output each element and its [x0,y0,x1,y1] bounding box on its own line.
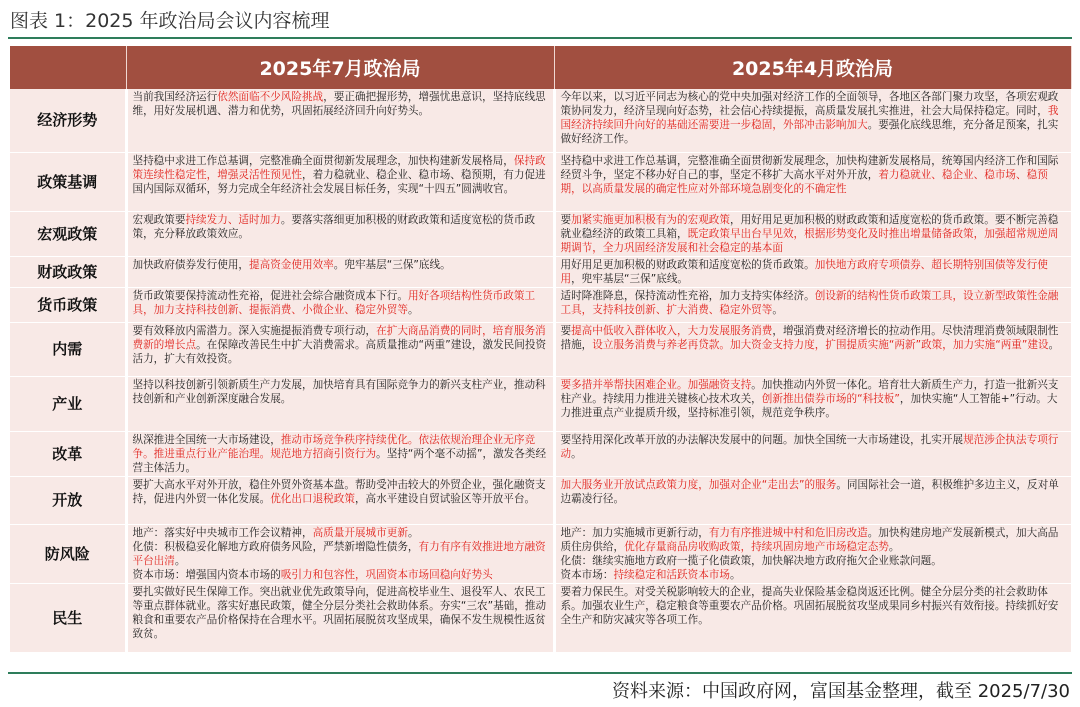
body-text: 资本市场： [560,568,614,581]
bottom-divider [8,672,1072,674]
highlighted-text: 既定政策早出台早见效，根据形势变化及时推出增量储备政策，加强超常规逆周期调节，全力巩固经济发展和社会稳定的基本面 [560,227,1059,254]
body-text: 地产：落实好中央城市工作会议精神， [132,526,313,539]
table-row [10,431,1071,476]
july-cell [126,376,554,431]
body-text: ，用好用足更加积极的财政政策和适度宽松的货币政策。要不断完善稳就业稳经济的政策工具箱， [560,213,1059,240]
body-text: ，加快实施“人工智能+”行动。大力推进重点产业提质升级，坚持标准引领，规范竞争秩序。 [560,392,1058,419]
highlighted-text: 持续稳定和活跃资本市场 [613,568,730,581]
april-cell [554,524,1071,583]
body-text: 适时降准降息，保持流动性充裕，加力支持实体经济。 [560,289,815,302]
july-cell [126,287,554,322]
row-label: 政策基调 [10,152,126,211]
body-text: 。 [1048,338,1060,351]
highlighted-text: 推动市场竞争秩序持续优化。依法依规治理企业无序竞争。推进重点行业产能治理。规范地方招商引资行为 [132,433,536,460]
body-text: 。 [174,554,186,567]
row-label: 经济形势 [10,89,126,152]
body-text: 。坚持“两个毫不动摇”，激发各类经营主体活力。 [132,447,547,474]
april-cell [554,376,1071,431]
row-label: 内需 [10,322,126,376]
body-text: 宏观政策要 [132,213,186,226]
row-label: 产业 [10,376,126,431]
comparison-table [10,46,1072,653]
highlighted-text: 要多措并举帮扶困难企业。加强融资支持 [560,378,752,391]
table-row [10,211,1071,256]
highlighted-text: 着力稳就业、稳企业、稳市场、稳预期，以高质量发展的确定性应对外部环境急剧变化的不确定性 [560,168,1048,195]
highlighted-text: 优化出口退税政策 [270,492,355,505]
april-cell [554,287,1071,322]
july-cell [126,431,554,476]
table-header-row [10,46,1071,89]
april-cell [554,89,1071,152]
table-row [10,583,1071,652]
body-text: 。加快构建房地产发展新模式，加大高品质住房供给， [560,526,1059,553]
highlighted-text: 加紧实施更加积极有为的宏观政策 [571,213,730,226]
july-cell [126,89,554,152]
body-text: ，要正确把握形势，增强忧患意识，坚持底线思维，用好发展机遇、潜力和优势，巩固拓展经济回升向好势头。 [132,91,546,117]
row-label: 开放 [10,476,126,524]
body-text: ，高水平建设自贸试验区等开放平台。 [354,492,536,505]
highlighted-text: 吸引力和包容性，巩固资本市场回稳向好势头 [280,568,493,581]
body-text: 。同国际社会一道，积极维护多边主义，反对单边霸凌行径。 [560,478,1059,505]
body-text: 。兜牢基层“三保”底线。 [333,258,451,271]
highlighted-text: 加大服务业开放试点政策力度，加强对企业“走出去”的服务 [560,478,837,491]
highlighted-text: 高质量开展城市更新 [312,526,408,539]
july-cell [126,524,554,583]
body-text: 资本市场：增强国内资本市场的 [132,568,281,581]
body-text: ，着力稳就业、稳企业、稳市场、稳预期，有力促进国内国际双循环，努力完成全年经济社会发展目标任务，实现“十四五”圆满收官。 [132,168,546,195]
july-cell [126,256,554,287]
highlighted-text: 优化存量商品房收购政策，持续巩固房地产市场稳定态势 [624,540,889,553]
highlighted-text: 创新推出债券市场的“科技板” [761,392,900,405]
body-text: 要 [560,324,572,337]
row-label: 改革 [10,431,126,476]
body-text: 加快政府债券发行使用， [132,258,250,271]
body-text: 当前我国经济运行 [132,91,218,103]
april-cell [554,583,1071,652]
title-divider [8,37,1072,39]
table-row [10,256,1071,287]
body-text: 化债：积极稳妥化解地方政府债务风险，严禁新增隐性债务， [132,540,419,553]
table-row [10,476,1071,524]
highlighted-text: 有力有序推进城中村和危旧房改造 [708,526,868,539]
highlighted-text: 用好各项结构性货币政策工具，加力支持科技创新、提振消费、小微企业、稳定外贸等 [132,289,536,316]
highlighted-text: 创设新的结构性货币政策工具，设立新型政策性金融工具，支持科技创新、扩大消费、稳定外贸等 [560,289,1059,316]
body-text: 今年以来，以习近平同志为核心的党中央加强对经济工作的全面领导，各地区各部门聚力攻坚，各项宏观政策协同发力，经济呈现向好态势，社会信心持续提振，高质量发展扎实推进，社会大局保持稳定。同时， [560,91,1059,117]
highlighted-text: 规范涉企执法专项行动 [560,433,1059,460]
body-text: 坚持以科技创新引领新质生产力发展，加快培育具有国际竞争力的新兴支柱产业，推动科技创新和产业创新深度融合发展。 [132,378,546,405]
body-text: 。加快推动内外贸一体化。培育壮大新质生产力，打造一批新兴支柱产业。持续用力推进关键核心技术攻关， [560,378,1059,405]
body-text: 要扎实做好民生保障工作。突出就业优先政策导向，促进高校毕业生、退役军人、农民工等重点群体就业。落实好惠民政策，健全分层分类社会救助体系。夯实“三农”基础，推动粮食和重要农产品价格保持在合理水平。巩固拓展脱贫攻坚成果，确保不发生规模性返贫致贫。 [132,585,547,640]
body-text: 要扩大高水平对外开放，稳住外贸外资基本盘。帮助受冲击较大的外贸企业，强化融资支持，促进内外贸一体化发展。 [132,478,546,505]
row-label: 财政政策 [10,256,126,287]
body-text: 。要落实落细更加积极的财政政策和适度宽松的货币政策，充分释放政策效应。 [132,213,536,240]
april-cell [554,322,1071,376]
body-text: 。要强化底线思维，充分备足预案，扎实做好经济工作。 [560,119,1059,145]
table-row [10,524,1071,583]
table-row [10,322,1071,376]
row-label: 防风险 [10,524,126,583]
july-cell [126,583,554,652]
figure-title: 图表 1：2025 年政治局会议内容梳理 [10,10,330,32]
body-text: 。 [571,447,582,460]
highlighted-text: 保持政策连续性稳定性，增强灵活性预见性 [132,154,546,181]
table-row [10,89,1071,152]
july-cell [126,152,554,211]
body-text: 用好用足更加积极的财政政策和适度宽松的货币政策。 [560,258,815,271]
body-text: 。 [730,568,741,581]
table-row [10,287,1071,322]
april-cell [554,476,1071,524]
highlighted-text: 有力有序有效推进地方融资平台出清 [132,540,546,567]
april-cell [554,256,1071,287]
table-row [10,376,1071,431]
highlighted-text: 提高中低收入群体收入，大力发展服务消费 [571,324,773,337]
body-text: 。 [772,303,783,316]
header-corner [10,46,126,89]
source-note: 资料来源：中国政府网，富国基金整理，截至 2025/7/30 [611,681,1070,702]
row-label: 民生 [10,583,126,652]
highlighted-text: 在扩大商品消费的同时，培育服务消费新的增长点 [132,324,546,351]
row-label: 货币政策 [10,287,126,322]
april-cell [554,431,1071,476]
highlighted-text: 设立服务消费与养老再贷款。加大资金支持力度，扩围提质实施“两新”政策，加力实施“两重”建设 [592,338,1049,351]
body-text: 化债：继续实施地方政府一揽子化债政策，加快解决地方政府拖欠企业账款问题。 [560,554,942,567]
body-text: 坚持稳中求进工作总基调，完整准确全面贯彻新发展理念，加快构建新发展格局，统筹国内经济工作和国际经贸斗争，坚定不移办好自己的事，坚定不移扩大高水平对外开放， [560,154,1059,181]
highlighted-text: 提高资金使用效率 [249,258,334,271]
table-row [10,152,1071,211]
body-text: 。 [407,526,419,539]
body-text: 。 [888,540,900,553]
highlighted-text: 依然面临不少风险挑战 [217,91,324,103]
header-july-2025: 2025年7月政治局 [126,46,554,89]
april-cell [554,152,1071,211]
body-text: 。在保障改善民生中扩大消费需求。高质量推动“两重”建设，激发民间投资活力，扩大有效投资。 [132,338,547,365]
body-text: ，增强消费对经济增长的拉动作用。尽快清理消费领域限制性措施， [560,324,1059,351]
highlighted-text: 加快地方政府专项债券、超长期特别国债等发行使用 [560,258,1048,285]
body-text: 要着力保民生。对受关税影响较大的企业，提高失业保险基金稳岗返还比例。健全分层分类的社会救助体系。加强农业生产，稳定粮食等重要农产品价格。巩固拓展脱贫攻坚成果同乡村振兴有效衔接。持续抓好安全生产和防灾减灾等各项工作。 [560,585,1059,626]
july-cell [126,322,554,376]
body-text: 要 [560,213,572,226]
july-cell [126,476,554,524]
april-cell [554,211,1071,256]
row-label: 宏观政策 [10,211,126,256]
body-text: 要坚持用深化改革开放的办法解决发展中的问题。加快全国统一大市场建设，扎实开展 [560,433,964,446]
body-text: ，兜牢基层“三保”底线。 [571,272,689,285]
body-text: 坚持稳中求进工作总基调，完整准确全面贯彻新发展理念，加快构建新发展格局， [132,154,514,167]
body-text: 地产：加力实施城市更新行动， [560,526,709,539]
highlighted-text: 持续发力、适时加力 [185,213,281,226]
body-text: 货币政策要保持流动性充裕，促进社会综合融资成本下行。 [132,289,408,302]
header-april-2025: 2025年4月政治局 [554,46,1071,89]
highlighted-text: 我国经济持续回升向好的基础还需要进一步稳固，外部冲击影响加大 [560,105,1059,131]
body-text: 。 [407,303,419,316]
july-cell [126,211,554,256]
body-text: 要有效释放内需潜力。深入实施提振消费专项行动， [132,324,377,337]
body-text: 纵深推进全国统一大市场建设， [132,433,281,446]
